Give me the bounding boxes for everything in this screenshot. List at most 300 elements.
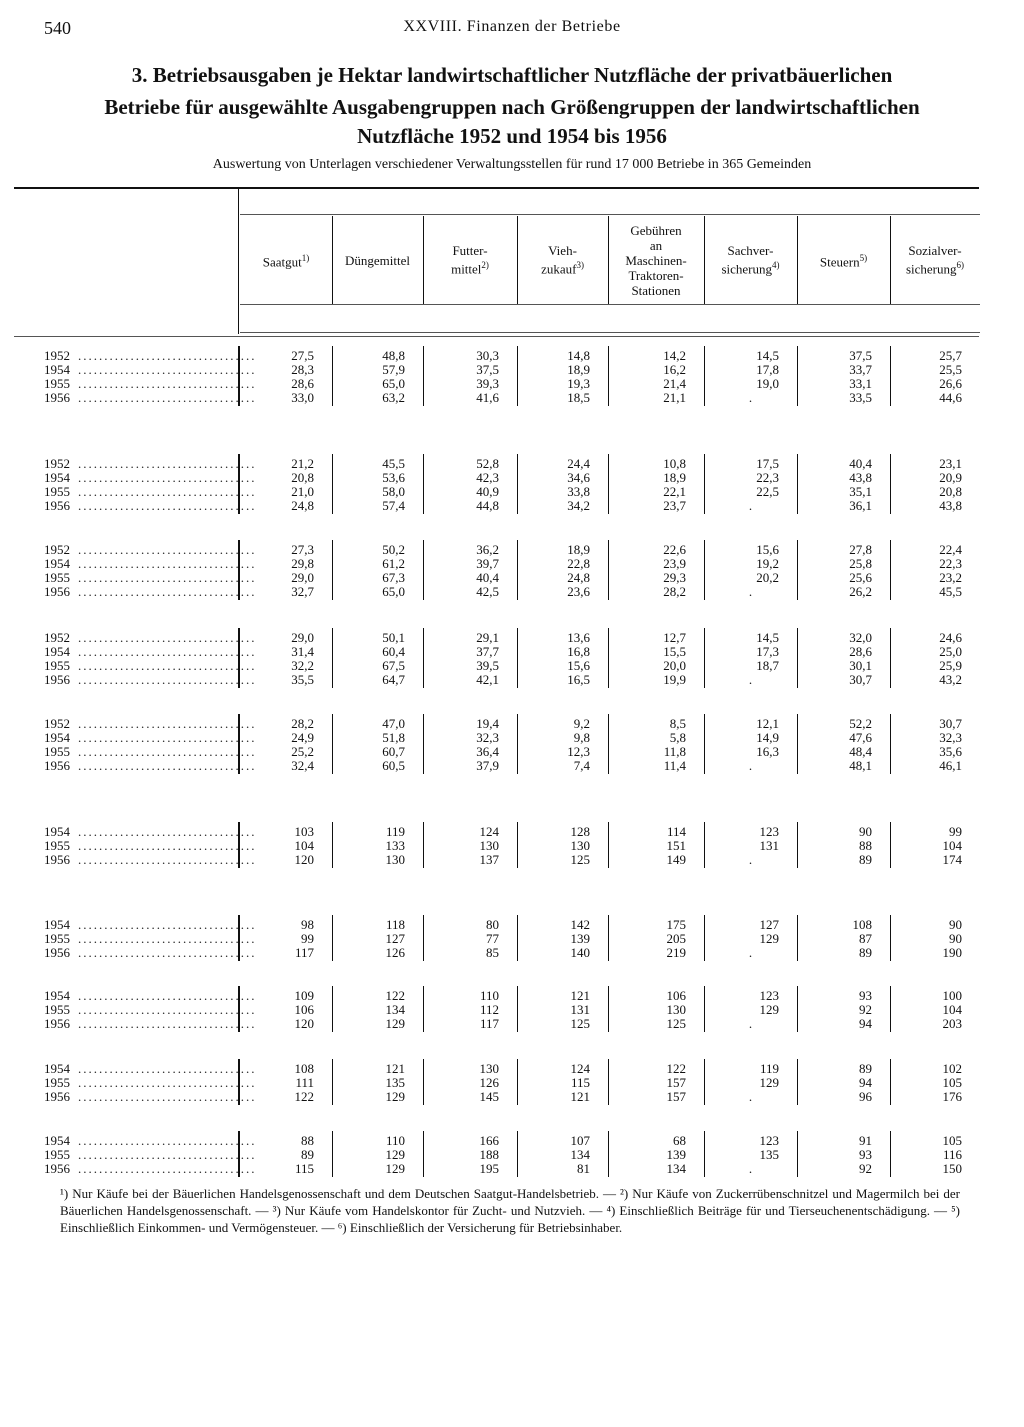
table-cell: 52,2 [849,716,872,731]
table-cell: 15,6 [567,658,590,673]
footnote-marker: 4) [772,260,780,271]
table-cell: 13,6 [567,630,590,645]
table-cell: 26,2 [849,584,872,599]
table-row-year [44,498,257,513]
leader-dots: .................................. [78,1089,257,1104]
column-divider [423,454,424,514]
table-cell: 19,4 [476,716,499,731]
column-divider [517,346,518,406]
table-cell: 129 [385,1161,405,1176]
table-cell: 174 [942,852,962,867]
table-cell: 58,0 [382,484,405,499]
column-divider [517,822,518,868]
year-label: 1954 [44,730,70,745]
table-cell: 103 [294,824,314,839]
year-label: 1954 [44,470,70,485]
table-row-year [44,917,257,932]
table-cell: 47,0 [382,716,405,731]
table-cell: 90 [949,931,962,946]
column-divider [704,714,705,774]
year-label: 1956 [44,390,70,405]
column-divider [608,915,609,961]
table-cell: 31,4 [291,644,314,659]
stub-header [44,250,216,280]
table-cell: 36,1 [849,498,872,513]
year-label: 1956 [44,498,70,513]
column-divider [890,915,891,961]
table-cell: 122 [385,988,405,1003]
leader-dots: .................................. [78,716,257,731]
table-cell: 87 [859,931,872,946]
table-cell: 125 [666,1016,686,1031]
year-label: 1955 [44,376,70,391]
table-cell: 25,9 [939,658,962,673]
column-divider [423,346,424,406]
table-cell: 135 [759,1147,779,1162]
table-cell: 81 [577,1161,590,1176]
table-row-year [44,1161,257,1176]
table-cell: 16,8 [567,644,590,659]
table-cell: 96 [859,1089,872,1104]
table-cell: 36,2 [476,542,499,557]
table-cell: . [748,852,753,867]
table-cell: 175 [666,917,686,932]
table-cell: 33,7 [849,362,872,377]
table-cell: 111 [295,1075,314,1090]
table-cell: 32,7 [291,584,314,599]
year-label: 1955 [44,1075,70,1090]
year-label: 1954 [44,917,70,932]
column-divider [704,628,705,688]
table-cell: 125 [570,1016,590,1031]
table-row-year [44,1133,257,1148]
table-cell: 130 [570,838,590,853]
table-cell: 20,9 [939,470,962,485]
table-cell: 23,1 [939,456,962,471]
leader-dots: .................................. [78,658,257,673]
table-row-year [44,362,257,377]
page-number: 540 [44,18,71,38]
table-cell: 35,6 [939,744,962,759]
table-cell: 33,8 [567,484,590,499]
year-label: 1956 [44,1089,70,1104]
table-cell: . [748,498,753,513]
table-cell: 19,9 [663,672,686,687]
table-cell: 35,1 [849,484,872,499]
table-row-year [44,484,257,499]
table-row-year [44,456,257,471]
table-cell: 89 [859,852,872,867]
column-divider [332,454,333,514]
column-divider [517,915,518,961]
table-cell: . [748,390,753,405]
column-header [334,218,421,302]
table-cell: 48,4 [849,744,872,759]
table-cell: 68 [673,1133,686,1148]
table-cell: 90 [859,824,872,839]
table-cell: 128 [570,824,590,839]
footnote-marker: 1) [301,252,310,263]
column-divider [423,540,424,600]
table-cell: 122 [294,1089,314,1104]
table-cell: 16,3 [756,744,779,759]
table-cell: 108 [852,917,872,932]
table-cell: 17,3 [756,644,779,659]
column-divider [423,915,424,961]
table-cell: 67,5 [382,658,405,673]
leader-dots: .................................. [78,644,257,659]
table-cell: 28,2 [291,716,314,731]
year-label: 1955 [44,1002,70,1017]
column-header [242,218,330,302]
table-cell: 77 [486,931,499,946]
table-cell: 139 [666,1147,686,1162]
table-cell: 35,5 [291,672,314,687]
table-cell: 118 [385,917,405,932]
table-cell: 30,7 [849,672,872,687]
table-cell: 60,7 [382,744,405,759]
table-cell: 51,8 [382,730,405,745]
table-row-year [44,758,257,773]
table-cell: 99 [949,824,962,839]
table-cell: 32,3 [476,730,499,745]
table-cell: 33,0 [291,390,314,405]
table-cell: 137 [479,852,499,867]
table-cell: 20,8 [939,484,962,499]
table-cell: 129 [759,931,779,946]
table-cell: 190 [942,945,962,960]
table-cell: 88 [859,838,872,853]
table-cell: 176 [942,1089,962,1104]
leader-dots: .................................. [78,1147,257,1162]
column-header-label: Gebühren an Maschinen- Traktoren- Stationen [625,222,687,298]
table-cell: 32,2 [291,658,314,673]
table-title-line-2: Betriebe für ausgewählte Ausgabengruppen nach Größengruppen der landwirtschaftlichen [104,95,920,119]
table-cell: 24,4 [567,456,590,471]
table-row-year [44,470,257,485]
table-cell: 127 [385,931,405,946]
table-cell: 157 [666,1075,686,1090]
table-cell: 63,2 [382,390,405,405]
table-row-year [44,630,257,645]
column-divider [890,1059,891,1105]
table-cell: 14,5 [756,348,779,363]
leader-dots: .................................. [78,1002,257,1017]
column-header-rule [240,304,980,305]
running-head: XXVIII. Finanzen der Betriebe [403,18,621,35]
year-label: 1956 [44,758,70,773]
table-cell: 65,0 [382,376,405,391]
table-cell: 67,3 [382,570,405,585]
column-divider [423,1059,424,1105]
table-cell: 124 [479,824,499,839]
table-cell: 24,6 [939,630,962,645]
column-divider [332,714,333,774]
column-divider [890,540,891,600]
column-divider [608,986,609,1032]
table-cell: 92 [859,1161,872,1176]
year-label: 1952 [44,716,70,731]
table-cell: 140 [570,945,590,960]
column-divider [332,822,333,868]
table-cell: 21,1 [663,390,686,405]
leader-dots: .................................. [78,852,257,867]
table-cell: 28,6 [849,644,872,659]
year-label: 1954 [44,988,70,1003]
header-bottom-rule [14,336,979,337]
table-cell: 27,5 [291,348,314,363]
column-divider [797,454,798,514]
table-row-year [44,556,257,571]
table-cell: 106 [294,1002,314,1017]
table-cell: 12,3 [567,744,590,759]
column-divider [704,986,705,1032]
table-cell: 47,6 [849,730,872,745]
table-cell: 24,9 [291,730,314,745]
leader-dots: .................................. [78,542,257,557]
column-divider [797,346,798,406]
table-cell: 45,5 [382,456,405,471]
leader-dots: .................................. [78,1016,257,1031]
table-cell: 88 [301,1133,314,1148]
table-cell: 43,8 [849,470,872,485]
table-cell: 18,7 [756,658,779,673]
column-header-label: Vieh- zukauf$^{3)}$ [541,243,584,277]
table-cell: 105 [942,1075,962,1090]
stub-divider [238,189,239,334]
table-cell: 25,8 [849,556,872,571]
leader-dots: .................................. [78,348,257,363]
table-cell: 116 [942,1147,962,1162]
table-row-year [44,390,257,405]
column-header [706,218,795,302]
table-cell: . [748,584,753,599]
table-cell: 28,3 [291,362,314,377]
table-row-year [44,1075,257,1090]
column-divider [332,216,333,304]
table-cell: 150 [942,1161,962,1176]
table-cell: 135 [385,1075,405,1090]
column-divider [797,1059,798,1105]
year-label: 1956 [44,1016,70,1031]
table-cell: 34,6 [567,470,590,485]
table-cell: 22,5 [756,484,779,499]
table-cell: 93 [859,988,872,1003]
table-cell: 115 [570,1075,590,1090]
table-title-line-3: Nutzfläche 1952 und 1954 bis 1956 [357,124,667,148]
table-cell: 219 [666,945,686,960]
footnote-marker: 2) [481,260,489,271]
table-cell: 43,2 [939,672,962,687]
column-divider [890,216,891,304]
table-cell: 123 [759,1133,779,1148]
table-cell: 114 [666,824,686,839]
table-cell: 149 [666,852,686,867]
leader-dots: .................................. [78,390,257,405]
table-cell: 39,3 [476,376,499,391]
footnote-marker: 5) [859,252,868,263]
column-header-label: Sachver- sicherung$^{4)}$ [721,243,780,277]
table-cell: 14,9 [756,730,779,745]
table-cell: 129 [759,1075,779,1090]
table-cell: 205 [666,931,686,946]
column-divider [704,822,705,868]
table-cell: 23,2 [939,570,962,585]
table-cell: 129 [385,1089,405,1104]
column-divider [423,822,424,868]
year-label: 1956 [44,672,70,687]
table-cell: 25,0 [939,644,962,659]
column-divider [423,216,424,304]
table-cell: 122 [666,1061,686,1076]
leader-dots: .................................. [78,456,257,471]
year-label: 1955 [44,838,70,853]
table-cell: 121 [385,1061,405,1076]
table-cell: . [748,945,753,960]
table-cell: 130 [385,852,405,867]
table-cell: 129 [759,1002,779,1017]
table-row-year [44,542,257,557]
column-divider [608,628,609,688]
year-label: 1956 [44,945,70,960]
table-cell: 80 [486,917,499,932]
year-label: 1954 [44,824,70,839]
column-divider [423,1131,424,1177]
table-cell: 23,7 [663,498,686,513]
leader-dots: .................................. [78,470,257,485]
year-label: 1954 [44,1133,70,1148]
column-header [519,218,606,302]
leader-dots: .................................. [78,988,257,1003]
table-cell: 16,2 [663,362,686,377]
table-cell: 94 [859,1075,872,1090]
table-cell: 102 [942,1061,962,1076]
table-cell: 22,6 [663,542,686,557]
table-cell: 157 [666,1089,686,1104]
table-cell: 106 [666,988,686,1003]
table-cell: 22,3 [756,470,779,485]
table-row-year [44,945,257,960]
table-cell: 26,6 [939,376,962,391]
table-cell: 104 [942,1002,962,1017]
table-title-line-1: 3. Betriebsausgaben je Hektar landwirtschaftlicher Nutzfläche der privatbäuerlichen [131,63,893,87]
table-cell: . [748,1089,753,1104]
table-cell: 65,0 [382,584,405,599]
table-cell: 25,2 [291,744,314,759]
table-row-year [44,716,257,731]
table-cell: . [748,672,753,687]
table-cell: 121 [570,1089,590,1104]
table-cell: 28,6 [291,376,314,391]
table-cell: 100 [942,988,962,1003]
table-row-year [44,1061,257,1076]
year-label: 1955 [44,931,70,946]
table-cell: 134 [666,1161,686,1176]
table-cell: 98 [301,917,314,932]
table-cell: 125 [570,852,590,867]
table-cell: 188 [479,1147,499,1162]
table-cell: 107 [570,1133,590,1148]
table-cell: 145 [479,1089,499,1104]
table-cell: 104 [942,838,962,853]
table-row-year [44,376,257,391]
table-cell: 33,5 [849,390,872,405]
year-label: 1956 [44,1161,70,1176]
table-cell: 109 [294,988,314,1003]
table-cell: 30,7 [939,716,962,731]
column-divider [517,1131,518,1177]
column-divider [890,822,891,868]
column-divider [517,454,518,514]
table-cell: 24,8 [567,570,590,585]
table-cell: 64,7 [382,672,405,687]
table-cell: . [748,1016,753,1031]
footnotes: ¹) Nur Käufe bei der Bäuerlichen Handelsgenossenschaft und dem Deutschen Saatgut-Handelsbetrieb. — ²) Nur Käufe von Zuckerrübenschnitzel und Magermilch bei der Bäuerlichen Handelsgenossenschaft. — ³) Nur Käufe vom Handelskontor für Zucht- und Nutzvieh. — ⁴) Einschließlich Beiträge für und Tierseuchenentschädigung. — ⁵) Einschließlich Einkommen- und Vermögensteuer. — ⁶) Einschließlich der Versicherung für Betriebsinhaber. [60,1186,960,1235]
table-cell: 17,5 [756,456,779,471]
footnote-marker: 6) [956,260,965,271]
table-cell: 28,2 [663,584,686,599]
table-cell: 21,0 [291,484,314,499]
table-cell: 41,6 [476,390,499,405]
table-cell: 15,5 [663,644,686,659]
table-cell: 23,9 [663,556,686,571]
table-cell: 119 [759,1061,779,1076]
column-header [425,218,515,302]
column-divider [423,714,424,774]
table-cell: 48,8 [382,348,405,363]
table-cell: 34,2 [567,498,590,513]
column-divider [704,454,705,514]
column-header [892,218,978,302]
table-cell: 89 [859,1061,872,1076]
table-cell: 29,1 [476,630,499,645]
leader-dots: .................................. [78,362,257,377]
year-label: 1952 [44,348,70,363]
column-divider [608,540,609,600]
table-cell: 27,3 [291,542,314,557]
leader-dots: .................................. [78,672,257,687]
year-label: 1954 [44,1061,70,1076]
column-divider [704,346,705,406]
column-header-label: Futter- mittel$^{2)}$ [451,243,489,277]
table-cell: 21,4 [663,376,686,391]
table-cell: 131 [759,838,779,853]
table-cell: 121 [570,988,590,1003]
table-cell: 45,5 [939,584,962,599]
table-row-year [44,570,257,585]
leader-dots: .................................. [78,758,257,773]
table-row-year [44,852,257,867]
column-divider [704,540,705,600]
leader-dots: .................................. [78,945,257,960]
column-divider [890,986,891,1032]
table-cell: 117 [294,945,314,960]
banner-rule [240,214,980,215]
column-header [610,218,702,302]
table-row-year [44,584,257,599]
column-divider [332,540,333,600]
table-row-year [44,1089,257,1104]
table-cell: 130 [479,838,499,853]
table-cell: 7,4 [573,758,590,773]
year-label: 1955 [44,570,70,585]
table-cell: 104 [294,838,314,853]
year-label: 1954 [44,556,70,571]
table-cell: 92 [859,1002,872,1017]
year-label: 1952 [44,630,70,645]
leader-dots: .................................. [78,498,257,513]
table-cell: 37,9 [476,758,499,773]
